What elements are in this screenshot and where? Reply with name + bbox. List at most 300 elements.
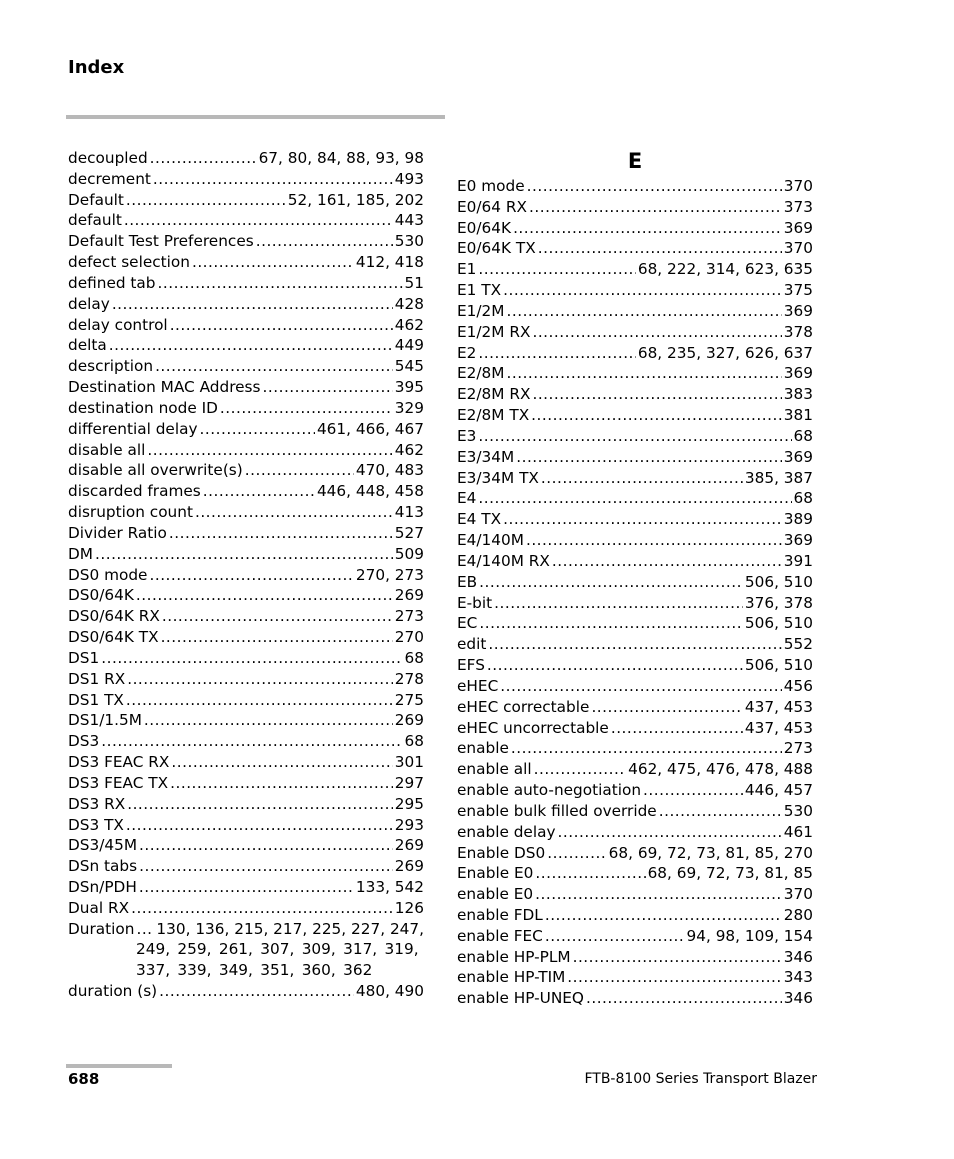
dot-leader — [591, 697, 742, 718]
index-page-refs: 413 — [394, 503, 424, 522]
index-page-refs: 456 — [783, 676, 813, 695]
index-entry — [68, 981, 424, 1002]
index-term: enable — [457, 739, 509, 758]
index-page-refs: 373 — [783, 197, 813, 216]
index-term: E0/64K TX — [457, 239, 536, 258]
index-page-refs: 461, 466, 467 — [316, 419, 424, 438]
index-term: Enable E0 — [457, 864, 534, 883]
index-page-refs: 130, 136, 215, 217, 225, 227, 247, — [156, 919, 424, 938]
index-page-refs: 297 — [394, 773, 424, 792]
index-term: DS1/1.5M — [68, 711, 142, 730]
index-term: eHEC uncorrectable — [457, 718, 609, 737]
dot-leader — [500, 676, 782, 697]
header-divider — [66, 115, 445, 119]
index-page-refs: 378 — [783, 322, 813, 341]
index-page-refs: 329 — [394, 398, 424, 417]
index-page-refs: 346 — [783, 947, 813, 966]
dot-leader — [155, 356, 393, 377]
index-entry — [68, 565, 424, 586]
index-term: Enable DS0 — [457, 843, 546, 862]
index-page-refs: 493 — [394, 169, 424, 188]
index-entry — [457, 676, 813, 697]
index-entry — [68, 419, 424, 440]
index-entry — [68, 710, 424, 731]
index-term: DS0/64K TX — [68, 628, 159, 647]
dot-leader — [126, 815, 393, 836]
index-entry — [457, 426, 813, 447]
index-page-refs: 68, 235, 327, 626, 637 — [637, 343, 813, 362]
index-term: disruption count — [68, 503, 193, 522]
index-page-refs: 375 — [783, 281, 813, 300]
index-page-refs: 68 — [793, 489, 813, 508]
dot-leader — [552, 551, 782, 572]
dot-leader — [488, 634, 781, 655]
index-entry — [68, 794, 424, 815]
section-letter: E — [627, 149, 643, 173]
dot-leader — [558, 822, 782, 843]
index-page-refs: 389 — [783, 510, 813, 529]
index-page-refs: 269 — [394, 836, 424, 855]
section-entries — [457, 176, 813, 1009]
footer-divider — [66, 1064, 172, 1068]
dot-leader — [526, 530, 782, 551]
index-page-refs: 385, 387 — [744, 468, 813, 487]
index-page-refs: 301 — [394, 753, 424, 772]
index-term: delay — [68, 294, 110, 313]
dot-leader — [245, 460, 354, 481]
index-entry — [457, 905, 813, 926]
index-page-refs: 275 — [394, 690, 424, 709]
dot-leader — [506, 301, 781, 322]
index-page-refs: 51 — [404, 273, 424, 292]
index-entry — [457, 530, 813, 551]
index-term: Destination MAC Address — [68, 378, 261, 397]
index-page-refs: 52, 161, 185, 202 — [287, 190, 424, 209]
index-term: enable FDL — [457, 905, 543, 924]
index-page-refs-continued: 337, 339, 349, 351, 360, 362 — [136, 961, 373, 980]
index-page-refs: 506, 510 — [744, 656, 813, 675]
index-entry — [457, 967, 813, 988]
index-page-refs: 270 — [394, 628, 424, 647]
index-term: enable HP-PLM — [457, 947, 571, 966]
dot-leader — [529, 197, 782, 218]
index-page-refs: 369 — [783, 364, 813, 383]
index-term: Divider Ratio — [68, 523, 167, 542]
index-entry — [457, 926, 813, 947]
index-page-refs: 346 — [783, 989, 813, 1008]
index-page-refs: 506, 510 — [744, 572, 813, 591]
index-page-refs: 470, 483 — [355, 461, 424, 480]
index-term: E3/34M TX — [457, 468, 539, 487]
index-term: E4 — [457, 489, 477, 508]
index-term: decoupled — [68, 149, 148, 167]
index-term: DS1 — [68, 648, 100, 667]
index-page-refs: 68, 222, 314, 623, 635 — [637, 260, 813, 279]
dot-leader — [162, 606, 393, 627]
index-entry — [457, 884, 813, 905]
dot-leader — [126, 190, 286, 211]
index-term: default — [68, 211, 122, 230]
index-page-refs: 68 — [793, 426, 813, 445]
dot-leader — [527, 176, 782, 197]
index-term: EFS — [457, 656, 485, 675]
index-entry — [457, 801, 813, 822]
index-entry — [457, 218, 813, 239]
dot-leader — [534, 759, 627, 780]
index-term: Default Test Preferences — [68, 232, 254, 251]
index-term: delay control — [68, 315, 168, 334]
index-entry — [457, 613, 813, 634]
dot-leader — [150, 148, 257, 169]
index-entry — [68, 481, 424, 502]
index-entry — [457, 280, 813, 301]
index-term: Duration — [68, 919, 135, 938]
index-page-refs: 68 — [404, 648, 424, 667]
dot-leader — [532, 384, 781, 405]
dot-leader — [101, 648, 402, 669]
index-term: enable auto-negotiation — [457, 781, 642, 800]
index-entry — [68, 523, 424, 544]
index-entry — [68, 190, 424, 211]
index-page-refs: 437, 453 — [744, 718, 813, 737]
index-entry — [68, 585, 424, 606]
index-term: disable all — [68, 440, 146, 459]
dot-leader — [478, 259, 635, 280]
index-entry — [457, 843, 813, 864]
index-term: enable E0 — [457, 885, 534, 904]
dot-leader — [127, 794, 393, 815]
dot-leader — [538, 238, 782, 259]
index-entry — [68, 898, 424, 919]
dot-leader — [158, 273, 403, 294]
dot-leader — [547, 843, 606, 864]
index-page-refs: 391 — [783, 551, 813, 570]
index-term: E0 mode — [457, 177, 525, 195]
index-term: E3/34M — [457, 447, 515, 466]
index-term: disable all overwrite(s) — [68, 461, 243, 480]
index-page-refs: 280 — [783, 905, 813, 924]
index-entry — [68, 919, 424, 940]
index-term: eHEC — [457, 676, 499, 695]
index-entry — [68, 398, 424, 419]
index-entry — [457, 238, 813, 259]
index-page-refs: 343 — [783, 968, 813, 987]
dot-leader — [532, 322, 781, 343]
index-entry — [457, 822, 813, 843]
dot-leader — [531, 405, 782, 426]
index-entry — [457, 697, 813, 718]
index-term: differential delay — [68, 419, 198, 438]
index-term: eHEC correctable — [457, 697, 590, 716]
index-entry — [457, 301, 813, 322]
dot-leader — [147, 440, 392, 461]
index-page-refs: 530 — [394, 232, 424, 251]
index-term: enable HP-UNEQ — [457, 989, 584, 1008]
dot-leader — [200, 419, 315, 440]
index-page-refs: 269 — [394, 586, 424, 605]
index-entry — [68, 210, 424, 231]
index-page-refs: 527 — [394, 523, 424, 542]
dot-leader — [478, 343, 635, 364]
dot-leader — [109, 335, 393, 356]
dot-leader — [586, 988, 782, 1009]
index-term: E4 TX — [457, 510, 502, 529]
index-entry — [457, 322, 813, 343]
index-page-refs: 133, 542 — [355, 877, 424, 896]
dot-leader — [195, 502, 393, 523]
index-page-refs: 461 — [783, 822, 813, 841]
index-entry — [457, 593, 813, 614]
dot-leader — [127, 669, 393, 690]
index-page-refs: 369 — [783, 531, 813, 550]
dot-leader — [126, 690, 393, 711]
index-term: E1 — [457, 260, 477, 279]
dot-leader — [153, 169, 393, 190]
index-term: E2 — [457, 343, 477, 362]
index-page-refs: 68, 69, 72, 73, 81, 85 — [647, 864, 813, 883]
index-term: enable bulk filled override — [457, 801, 657, 820]
index-entry — [457, 509, 813, 530]
index-term: E0/64 RX — [457, 197, 527, 216]
index-term: enable FEC — [457, 926, 543, 945]
dot-leader — [149, 565, 353, 586]
index-page-refs: 509 — [394, 544, 424, 563]
index-term: destination node ID — [68, 398, 218, 417]
index-page-refs: 446, 448, 458 — [316, 482, 424, 501]
index-entry — [68, 252, 424, 273]
index-entry — [457, 176, 813, 197]
index-entry — [68, 752, 424, 773]
index-page-refs: 68 — [404, 732, 424, 751]
dot-leader — [573, 947, 782, 968]
index-term: enable all — [457, 760, 532, 779]
dot-leader — [136, 919, 154, 940]
index-entry — [68, 294, 424, 315]
index-entry — [457, 468, 813, 489]
dot-leader — [478, 488, 791, 509]
dot-leader — [611, 718, 743, 739]
index-page-refs: 412, 418 — [355, 253, 424, 272]
index-entry — [68, 731, 424, 752]
index-page-refs: 369 — [783, 301, 813, 320]
index-entry — [457, 259, 813, 280]
index-term: delta — [68, 336, 107, 355]
index-term: DS3 FEAC RX — [68, 753, 170, 772]
index-page-refs: 462 — [394, 315, 424, 334]
index-entry — [68, 315, 424, 336]
index-column-right — [457, 148, 813, 1009]
index-page-refs: 67, 80, 84, 88, 93, 98 — [258, 149, 424, 167]
index-entry — [457, 780, 813, 801]
index-entry — [68, 606, 424, 627]
index-page-refs: 437, 453 — [744, 697, 813, 716]
index-page-refs: 383 — [783, 385, 813, 404]
index-term: enable delay — [457, 822, 556, 841]
index-term: E2/8M — [457, 364, 505, 383]
page-number: 688 — [68, 1070, 100, 1088]
page-header-title: Index — [68, 57, 125, 78]
index-term: EC — [457, 614, 478, 633]
index-page-refs: 269 — [394, 711, 424, 730]
index-page-refs: 370 — [783, 885, 813, 904]
dot-leader — [139, 835, 393, 856]
dot-leader — [545, 905, 782, 926]
index-entry — [68, 377, 424, 398]
dot-leader — [263, 377, 393, 398]
dot-leader — [479, 572, 743, 593]
index-page-refs: 295 — [394, 794, 424, 813]
index-entry — [68, 231, 424, 252]
index-term: E1/2M RX — [457, 322, 531, 341]
index-term: E4/140M — [457, 531, 524, 550]
index-entry — [457, 718, 813, 739]
index-term: DS3/45M — [68, 836, 138, 855]
dot-leader — [503, 509, 782, 530]
dot-leader — [170, 315, 393, 336]
dot-leader — [169, 523, 393, 544]
dot-leader — [124, 210, 393, 231]
index-term: DS1 TX — [68, 690, 124, 709]
dot-leader — [171, 752, 392, 773]
dot-leader — [95, 544, 393, 565]
index-page-refs: 530 — [783, 801, 813, 820]
dot-leader — [516, 447, 782, 468]
index-entry — [68, 440, 424, 461]
index-term: Default — [68, 190, 124, 209]
index-page-refs: 506, 510 — [744, 614, 813, 633]
dot-leader — [256, 231, 393, 252]
index-page-refs: 273 — [783, 739, 813, 758]
index-term: E0/64K — [457, 218, 512, 237]
index-page-refs: 270, 273 — [355, 565, 424, 584]
dot-leader — [541, 468, 743, 489]
index-entry — [68, 669, 424, 690]
index-page-refs: 395 — [394, 378, 424, 397]
index-entry — [68, 877, 424, 898]
index-entry — [457, 363, 813, 384]
index-page-refs: 545 — [394, 357, 424, 376]
index-term: EB — [457, 572, 478, 591]
index-page-refs: 269 — [394, 857, 424, 876]
index-entry — [68, 335, 424, 356]
index-term: DS1 RX — [68, 669, 126, 688]
index-page-refs: 428 — [394, 294, 424, 313]
index-page-refs: 446, 457 — [744, 781, 813, 800]
index-page-refs: 381 — [783, 406, 813, 425]
dot-leader — [478, 426, 791, 447]
index-entry — [68, 544, 424, 565]
dot-leader — [643, 780, 743, 801]
dot-leader — [101, 731, 402, 752]
index-entry — [68, 856, 424, 877]
index-term: DS3 TX — [68, 815, 124, 834]
index-entry — [457, 551, 813, 572]
index-term: E3 — [457, 426, 477, 445]
dot-leader — [535, 884, 782, 905]
index-page-refs: 449 — [394, 336, 424, 355]
index-term: E2/8M RX — [457, 385, 531, 404]
index-term: decrement — [68, 169, 151, 188]
index-page-refs: 552 — [783, 635, 813, 654]
index-page-refs: 443 — [394, 211, 424, 230]
dot-leader — [506, 363, 781, 384]
index-term: DS3 — [68, 732, 100, 751]
index-entry — [457, 488, 813, 509]
index-term: DS0 mode — [68, 565, 148, 584]
dot-leader — [535, 863, 645, 884]
index-entry — [457, 947, 813, 968]
dot-leader — [144, 710, 393, 731]
index-entry — [457, 572, 813, 593]
index-page-refs: 370 — [783, 239, 813, 258]
index-term: DS0/64K RX — [68, 607, 160, 626]
index-entry — [68, 148, 424, 169]
index-entry — [68, 815, 424, 836]
index-page-refs-continued: 249, 259, 261, 307, 309, 317, 319, — [136, 940, 419, 959]
index-entry — [68, 169, 424, 190]
index-entry — [457, 988, 813, 1009]
dot-leader — [494, 593, 743, 614]
index-page-refs: 278 — [394, 669, 424, 688]
index-page-refs: 370 — [783, 177, 813, 195]
index-entry — [68, 502, 424, 523]
dot-leader — [503, 280, 782, 301]
index-entry — [68, 690, 424, 711]
index-entry — [457, 343, 813, 364]
index-entry — [68, 273, 424, 294]
index-term: edit — [457, 635, 487, 654]
dot-leader — [139, 877, 354, 898]
index-page-refs: 68, 69, 72, 73, 81, 85, 270 — [608, 843, 813, 862]
index-entry — [68, 648, 424, 669]
index-term: Dual RX — [68, 898, 130, 917]
index-entry — [457, 197, 813, 218]
dot-leader — [161, 627, 393, 648]
index-entry — [68, 835, 424, 856]
dot-leader — [139, 856, 393, 877]
index-term: E-bit — [457, 593, 493, 612]
dot-leader — [511, 738, 782, 759]
index-entry — [457, 634, 813, 655]
index-term: E4/140M RX — [457, 551, 550, 570]
dot-leader — [479, 613, 743, 634]
index-entry — [457, 863, 813, 884]
index-term: enable HP-TIM — [457, 968, 566, 987]
dot-leader — [170, 773, 393, 794]
index-term: defined tab — [68, 273, 156, 292]
footer-title: FTB-8100 Series Transport Blazer — [584, 1071, 817, 1087]
index-entry — [68, 773, 424, 794]
index-term: duration (s) — [68, 982, 158, 1001]
index-entry — [457, 759, 813, 780]
dot-leader — [131, 898, 393, 919]
index-entry — [457, 384, 813, 405]
dot-leader — [545, 926, 685, 947]
index-page-refs: 273 — [394, 607, 424, 626]
dot-leader — [192, 252, 354, 273]
dot-leader — [659, 801, 782, 822]
index-term: E2/8M TX — [457, 406, 530, 425]
index-column-left — [68, 148, 424, 1002]
index-term: defect selection — [68, 253, 190, 272]
index-entry — [457, 738, 813, 759]
dot-leader — [220, 398, 393, 419]
index-entry — [457, 405, 813, 426]
index-page-refs: 94, 98, 109, 154 — [686, 926, 813, 945]
index-term: E1 TX — [457, 281, 502, 300]
index-term: discarded frames — [68, 482, 201, 501]
index-page-refs: 462 — [394, 440, 424, 459]
